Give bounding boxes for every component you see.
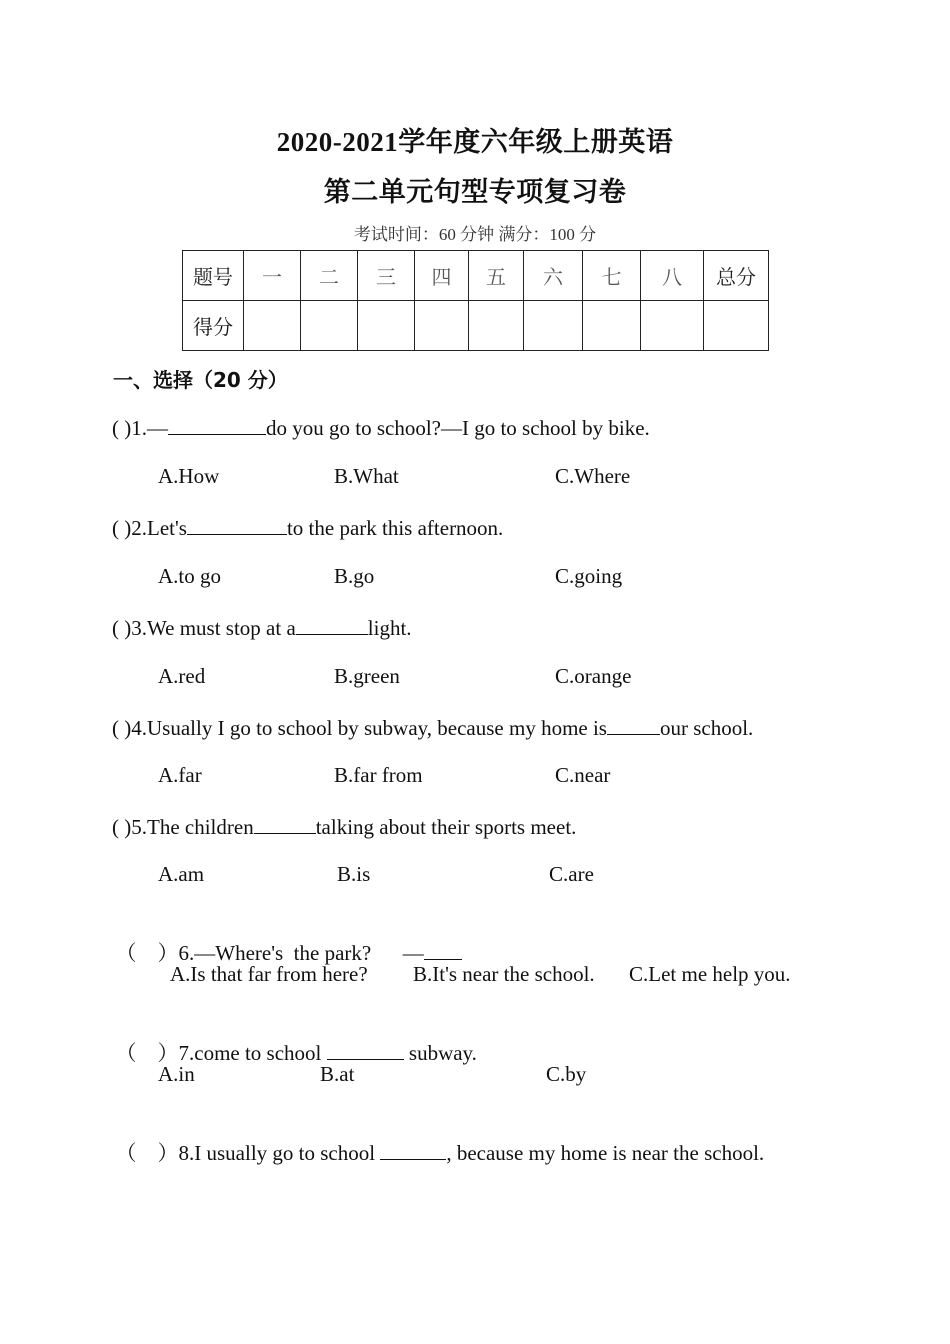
score-cell[interactable] [583,301,641,351]
section-heading: 一、选择（20 分） [113,368,288,392]
option-b[interactable]: B.What [334,464,399,488]
col-1: 一 [244,251,301,301]
score-cell[interactable] [244,301,301,351]
answer-paren[interactable]: ( ) [112,616,132,640]
option-c[interactable]: C.orange [555,664,632,688]
question-4 [112,714,753,741]
score-table [182,250,769,351]
score-cell[interactable] [469,301,524,351]
question-text-pre: 2.Let's [131,516,187,540]
option-a[interactable]: A.to go [158,564,221,588]
question-6 [105,912,462,967]
answer-paren[interactable]: （ ） [115,1141,179,1165]
answer-blank[interactable] [296,614,368,635]
question-7 [105,1012,477,1067]
question-text-post: subway. [403,1041,477,1065]
question-text-post: light. [367,616,412,640]
score-cell[interactable] [641,301,704,351]
option-b[interactable]: B.is [337,862,371,886]
answer-paren[interactable]: ( ) [112,716,132,740]
question-text-post: , because my home is near the school. [446,1141,765,1165]
answer-blank[interactable] [424,939,462,960]
answer-paren[interactable]: ( ) [112,815,132,839]
option-b[interactable]: B.go [334,564,375,588]
exam-info: 考试时间：60 分钟 满分：100 分 [353,225,597,244]
question-text-pre: 3.We must stop at a [131,616,296,640]
option-a[interactable]: A.am [158,862,205,886]
answer-blank[interactable] [327,1039,404,1060]
answer-blank[interactable] [607,714,660,735]
option-b[interactable]: B.It's near the school. [413,962,595,986]
score-table-header-row [183,251,769,301]
col-7: 七 [583,251,641,301]
answer-blank[interactable] [380,1139,446,1160]
option-a[interactable]: A.How [158,464,220,488]
option-a[interactable]: A.Is that far from here? [170,962,368,986]
score-table-score-row [183,301,769,351]
answer-blank[interactable] [168,414,266,435]
question-8 [105,1112,764,1167]
option-b[interactable]: B.at [320,1062,355,1086]
option-c[interactable]: C.Where [555,464,631,488]
question-2 [112,514,503,541]
col-8: 八 [641,251,704,301]
score-cell[interactable] [415,301,469,351]
document-title-line2: 第二单元句型专项复习卷 [323,177,627,207]
answer-paren[interactable]: （ ） [115,941,179,965]
option-c[interactable]: C.Let me help you. [629,962,791,986]
score-cell[interactable] [704,301,769,351]
answer-paren[interactable]: ( ) [112,516,132,540]
score-cell[interactable] [524,301,583,351]
question-text-pre: 6.—Where's the park? — [178,941,424,965]
option-c[interactable]: C.by [546,1062,587,1086]
option-a[interactable]: A.in [158,1062,195,1086]
question-text-post: do you go to school?—I go to school by bike. [266,416,650,440]
score-cell[interactable] [358,301,415,351]
col-5: 五 [469,251,524,301]
option-a[interactable]: A.red [158,664,206,688]
header-label: 题号 [183,251,244,301]
question-text-pre: 8.I usually go to school [178,1141,381,1165]
score-row-label: 得分 [183,301,244,351]
col-4: 四 [415,251,469,301]
question-text-post: talking about their sports meet. [315,815,577,839]
total-label: 总分 [704,251,769,301]
option-b[interactable]: B.far from [334,763,423,787]
option-a[interactable]: A.far [158,763,202,787]
question-text-post: our school. [659,716,754,740]
answer-paren[interactable]: ( ) [112,416,132,440]
answer-blank[interactable] [254,813,316,834]
score-cell[interactable] [301,301,358,351]
question-1 [112,414,650,441]
question-text-post: to the park this afternoon. [286,516,504,540]
col-2: 二 [301,251,358,301]
answer-blank[interactable] [187,514,287,535]
question-text-pre: 1.— [131,416,168,440]
option-c[interactable]: C.are [549,862,594,886]
question-text-pre: 7.come to school [178,1041,327,1065]
col-6: 六 [524,251,583,301]
document-title-line1: 2020-2021学年度六年级上册英语 [276,127,674,157]
question-text-pre: 4.Usually I go to school by subway, because my home is [131,716,607,740]
option-c[interactable]: C.going [555,564,623,588]
option-b[interactable]: B.green [334,664,400,688]
question-text-pre: 5.The children [131,815,254,839]
question-3 [112,614,412,641]
question-5 [112,813,576,840]
col-3: 三 [358,251,415,301]
answer-paren[interactable]: （ ） [115,1041,179,1065]
option-c[interactable]: C.near [555,763,611,787]
